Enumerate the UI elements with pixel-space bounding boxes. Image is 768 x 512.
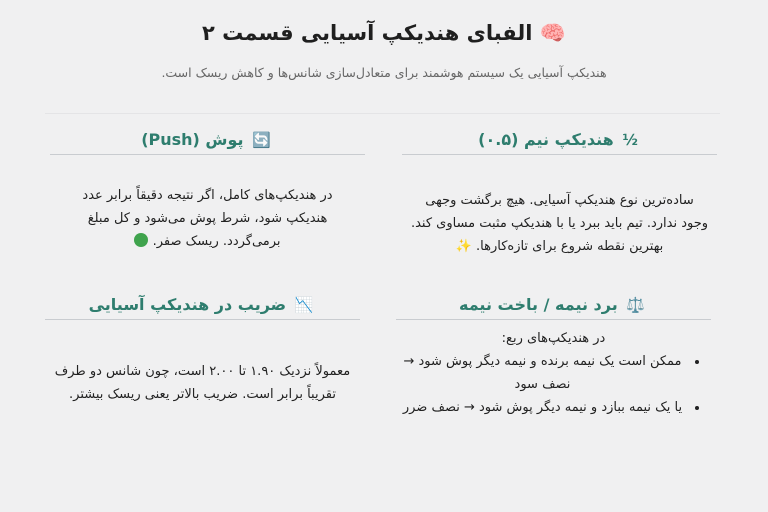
page-title-text: الفبای هندیکپ آسیایی قسمت ۲ bbox=[202, 21, 533, 45]
refresh-arrows-icon: 🔄 bbox=[252, 131, 271, 149]
card-heading-text: پوش (Push) bbox=[141, 130, 244, 149]
card-heading-half-handicap bbox=[402, 128, 717, 155]
list-intro: در هندیکپ‌های ربع: bbox=[501, 331, 606, 346]
sparkles-icon: ✨ bbox=[455, 239, 472, 254]
balance-scale-icon: ⚖️ bbox=[626, 296, 645, 314]
card-heading-text: برد نیمه / باخت نیمه bbox=[459, 295, 618, 314]
card-text: معمولاً نزدیک ۱.۹۰ تا ۲.۰۰ است، چون شانس دو طرف تقریباً برابر است. ضریب بالاتر یعنی ریسک بیشتر. bbox=[54, 364, 351, 402]
green-circle-icon bbox=[134, 233, 148, 247]
card-heading-half-win-loss bbox=[396, 293, 711, 320]
half-win-loss-list bbox=[400, 350, 707, 419]
card-body-text: در هندیکپ‌های کامل، اگر نتیجه دقیقاً برابر عدد هندیکپ شود، شرط پوش می‌شود و کل مبلغ برمی‌گردد. ریسک صفر. bbox=[82, 188, 333, 249]
card-odds bbox=[45, 293, 360, 406]
one-half-icon: ½ bbox=[622, 131, 638, 149]
card-heading-text: ضریب در هندیکپ آسیایی bbox=[88, 295, 287, 314]
brain-icon: 🧠 bbox=[539, 21, 566, 45]
page-subtitle: هندیکپ آسیایی یک سیستم هوشمند برای متعادل‌سازی شانس‌ها و کاهش ریسک است. bbox=[161, 65, 607, 80]
list-item: • یا یک نیمه ببازد و نیمه دیگر پوش شود → نصف ضرر bbox=[400, 396, 685, 419]
card-push bbox=[50, 128, 365, 253]
card-heading-push bbox=[50, 128, 365, 155]
card-body-odds bbox=[45, 360, 360, 406]
card-body-half-handicap bbox=[402, 189, 717, 258]
chart-decreasing-icon: 📉 bbox=[294, 296, 314, 314]
card-heading-odds bbox=[45, 293, 360, 320]
card-text bbox=[64, 184, 351, 253]
card-heading-text: هندیکپ نیم (۰.۵) bbox=[478, 130, 614, 149]
card-half-handicap bbox=[402, 128, 717, 258]
card-text bbox=[410, 189, 709, 258]
list-item: • ممکن است یک نیمه برنده و نیمه دیگر پوش شود → نصف سود bbox=[400, 350, 685, 396]
card-body-text: ساده‌ترین نوع هندیکپ آسیایی. هیچ برگشت وجهی وجود ندارد. تیم باید ببرد یا با هندیکپ مثبت مساوی کند. بهترین نقطه شروع برای تازه‌کارها. bbox=[410, 193, 709, 254]
card-body-push bbox=[50, 184, 365, 253]
card-body-half-win-loss bbox=[396, 327, 711, 419]
page-title bbox=[0, 18, 768, 48]
card-half-win-loss bbox=[396, 293, 711, 419]
top-divider bbox=[45, 113, 720, 114]
